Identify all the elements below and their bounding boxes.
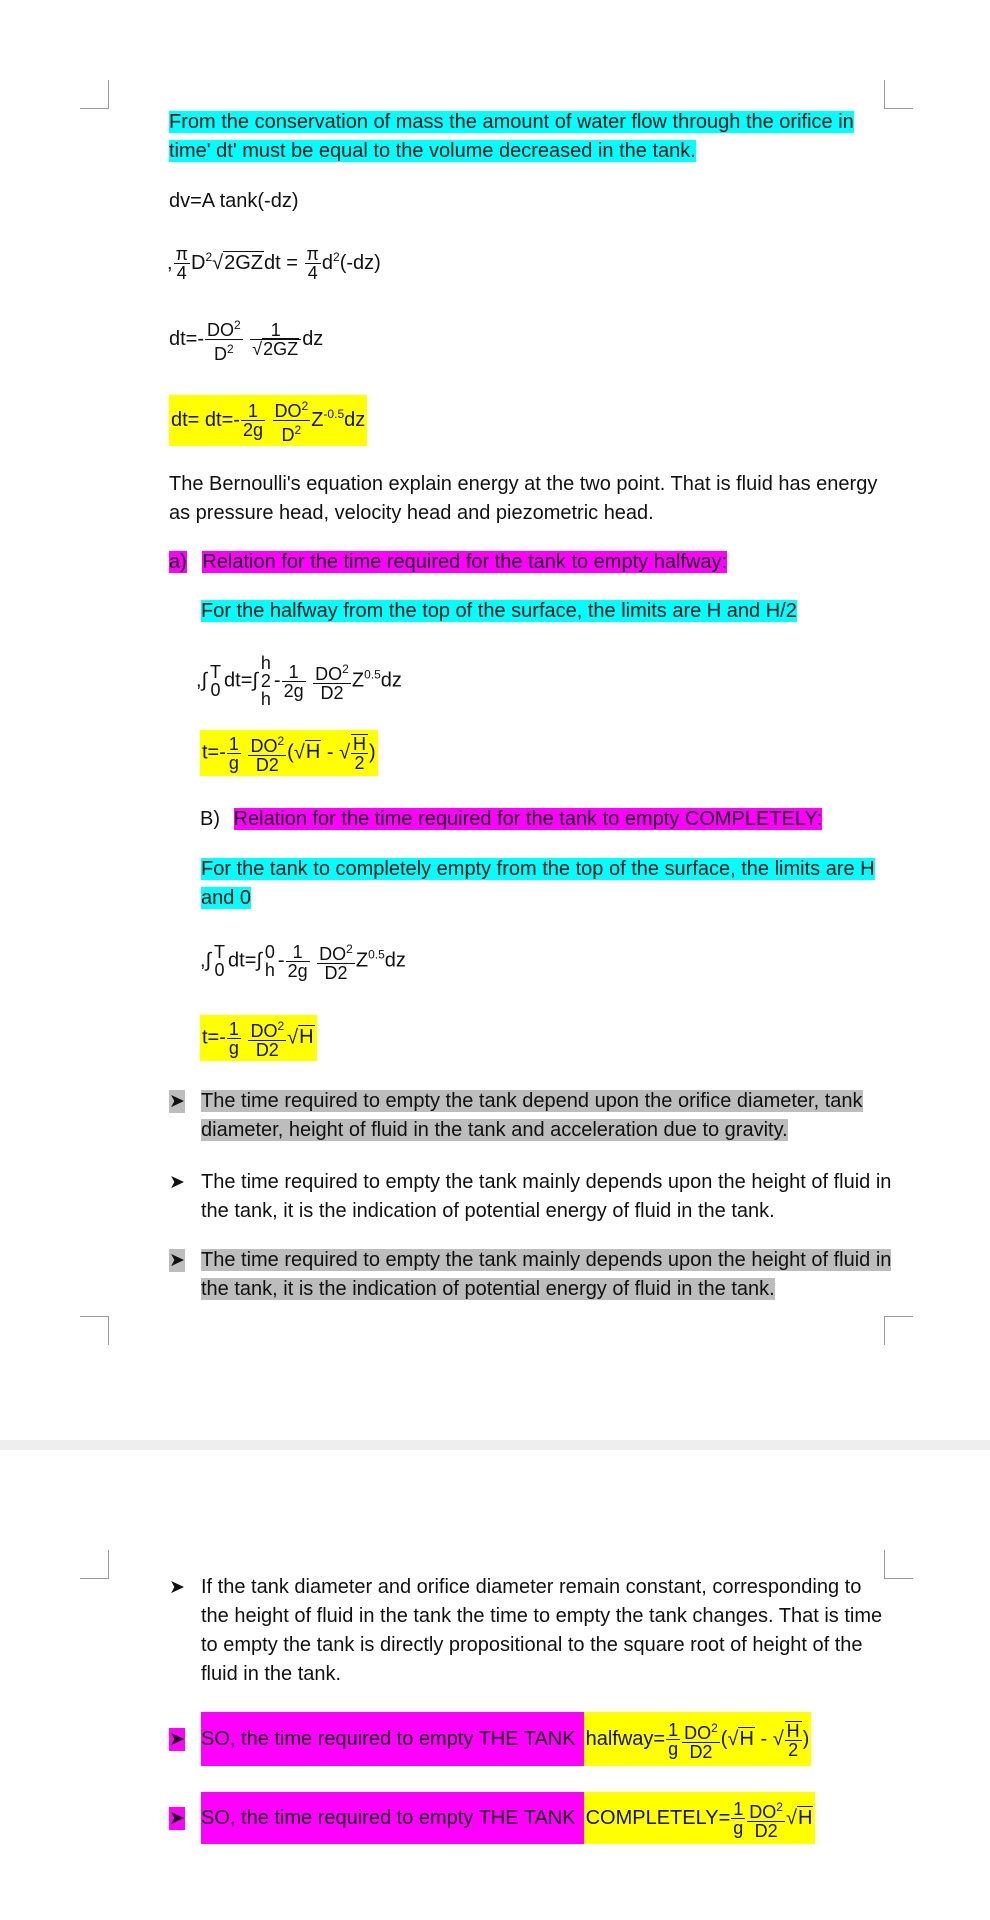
document-page-2: [0, 1450, 990, 1920]
bullet-arrow-icon: ➤: [169, 1091, 185, 1112]
margin-mark-top-left: [80, 80, 109, 109]
volume-equation: dv=A tank(-dz): [169, 190, 299, 212]
halfway-limits: For the halfway from the top of the surface, the limits are H and H/2: [201, 600, 797, 622]
section-a-heading: a) Relation for the time required for the tank to empty halfway:: [169, 551, 728, 573]
bullet-arrow-icon: ➤: [169, 1250, 185, 1271]
bernoulli-paragraph: The Bernoulli's equation explain energy at the two point. That is fluid has energy as pressure head, velocity head and piezometric head.: [169, 473, 878, 524]
bullet-item-2: The time required to empty the tank mainly depends upon the height of fluid in the tank, it is the indication of potential energy of fluid in the tank.: [201, 1171, 892, 1222]
halfway-time-equation: t=- $\frac{1}{g}$ $\frac{DO^2}{D2}$ (√H - √ $\frac{H}{2}$ ): [200, 730, 378, 776]
margin-mark-top-right: [884, 80, 913, 109]
conservation-paragraph: [169, 108, 889, 166]
completely-time-equation: t=- $\frac{1}{g}$ $\frac{DO^2}{D2}$ √H: [200, 1015, 317, 1061]
bullet-item-3: The time required to empty the tank mainly depends upon the height of fluid in the tank, it is the indication of potential energy of fluid in the tank.: [201, 1249, 892, 1300]
margin-mark-bottom-right: [884, 1316, 913, 1345]
dt-equation: dt=- $\frac{DO^2}{D^2}$ $\frac{1}{√2GZ}$ dz: [169, 318, 324, 364]
page-gap: [0, 1440, 990, 1450]
bullet-arrow-icon: ➤: [169, 1577, 185, 1598]
margin-mark-bottom-left: [80, 1316, 109, 1345]
dt-simplified-equation: dt= dt=- $\frac{1}{2g}$ $\frac{DO^2}{D^2}$ $Z^{-0.5}dz$: [169, 395, 367, 446]
summary-halfway: SO, the time required to empty THE TANK halfway= $\frac{1}{g}$ $\frac{DO^2}{D2}$ (√H - √ $\frac{H}{2}$ ): [201, 1712, 811, 1766]
bullet-arrow-icon: ➤: [169, 1172, 185, 1193]
completely-integral: ,∫ T 0 dt=∫ 0 h - $\frac{1}{2g}$ $\frac{DO^2}{D2}$ $Z^{0.5}dz$: [200, 941, 406, 983]
completely-limits: For the tank to completely empty from the top of the surface, the limits are H and 0: [201, 858, 875, 909]
bullet-item-1: The time required to empty the tank depend upon the orifice diameter, tank diameter, height of fluid in the tank and acceleration due to gravity.: [201, 1090, 863, 1141]
flow-equation: , $\frac{\pi}{4}$ $D^2√2GZdt$ = $\frac{\pi}{4}$ $d^2(-dz)$: [167, 244, 381, 283]
constant-diameter-paragraph: If the tank diameter and orifice diameter remain constant, corresponding to the height of fluid in the tank the time to empty the tank changes. That is time to empty the tank is directly propositional to the square root of height of the fluid in the tank.: [201, 1576, 883, 1685]
summary-completely: SO, the time required to empty THE TANK COMPLETELY= $\frac{1}{g}$ $\frac{DO^2}{D2}$ √H: [201, 1792, 815, 1844]
conservation-text: From the conservation of mass the amount of water flow through the orifice in time' dt' must be equal to the volume decreased in the tank.: [169, 111, 854, 162]
section-b-heading: B) Relation for the time required for the tank to empty COMPLETELY:: [200, 808, 823, 830]
bullet-arrow-icon: ➤: [169, 1808, 185, 1829]
halfway-integral: ,∫ T 0 dt=∫ h 2 h - $\frac{1}{2g}$ $\frac{DO^2}{D2}$ $Z^{0.5}dz$: [196, 653, 402, 709]
bullet-arrow-icon: ➤: [169, 1729, 185, 1750]
margin-mark-top-left: [80, 1550, 109, 1579]
